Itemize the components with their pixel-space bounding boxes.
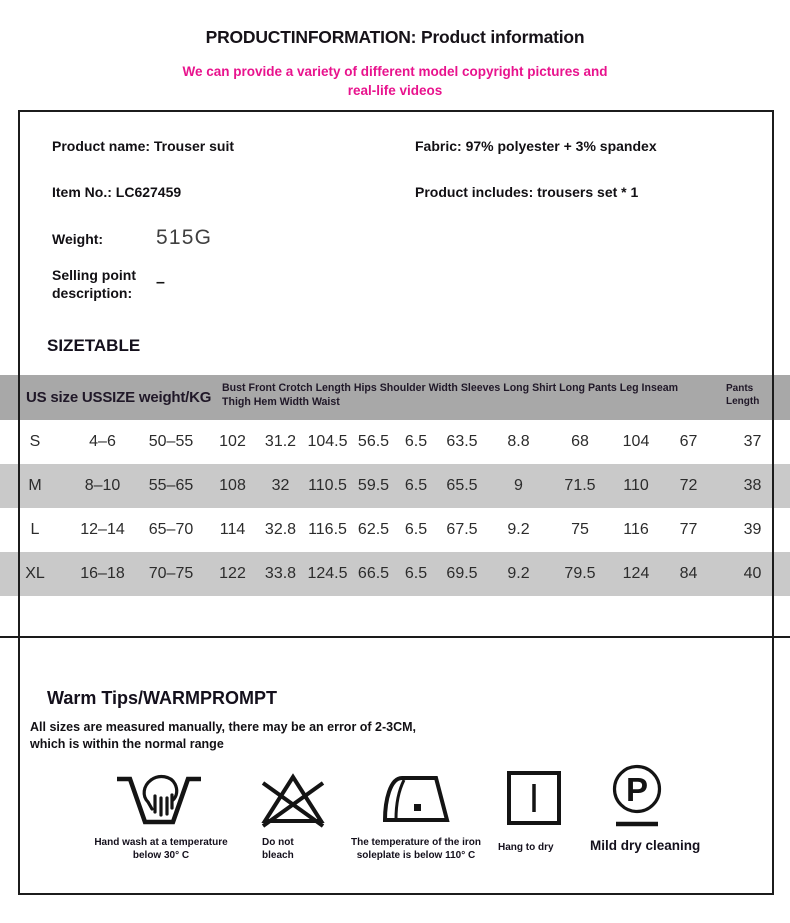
header-measurements-line: Bust Front Crotch Length Hips Shoulder Width Sleeves Long Shirt Long Pants Leg Inseam [222,382,679,394]
value-cell: 79.5 [564,565,596,582]
size-table-heading: SIZETABLE [47,336,141,355]
separator-line [0,636,790,638]
table-row [0,508,790,552]
care-label-iron: The temperature of the iron soleplate is below 110° C [350,837,481,861]
value-cell: 84 [679,565,698,582]
value-cell: 124 [622,565,650,582]
value-cell: 110.5 [308,477,347,494]
value-cell: 122 [219,565,246,582]
size-cell: M [28,477,42,494]
value-cell: 40 [743,565,762,582]
dry-clean-letter: P [625,771,649,808]
header-measurements-line: Thigh Hem Width Waist [222,395,340,408]
care-label-mild-dry-cleaning: Mild dry cleaning [590,838,701,853]
value-cell: 104 [622,433,650,450]
subtitle-line: real-life videos [347,83,443,98]
warm-tips-line: which is within the normal range [30,737,224,751]
value-cell: 6.5 [404,433,428,450]
header-pants-length: Pants Length [726,383,760,407]
value-cell: 116.5 [308,521,347,538]
value-cell: 75 [571,521,589,538]
value-cell: 70–75 [148,565,194,582]
value-cell: 9.2 [507,521,530,538]
size-table [0,375,790,596]
value-cell: 55–65 [148,477,194,494]
value-cell: 67.5 [446,521,478,538]
hand-wash-icon [114,768,204,830]
value-cell: 72 [679,477,698,494]
value-cell: 71.5 [564,477,596,494]
value-cell: 77 [679,521,698,538]
value-cell: 116 [623,521,649,538]
size-table-body [0,420,790,596]
value-cell: 66.5 [357,565,390,582]
weight-value: 515G [156,226,213,249]
product-includes: Product includes: trousers set * 1 [415,184,639,200]
do-not-bleach-icon [260,770,326,830]
size-cell: XL [25,565,45,582]
value-cell: 69.5 [446,565,478,582]
product-name: Product name: Trouser suit [52,138,235,154]
care-label-hand-wash: Hand wash at a temperature below 30° C [94,837,228,861]
value-cell: 32.8 [264,521,297,538]
value-cell: 56.5 [357,433,390,450]
item-number: Item No.: LC627459 [52,184,182,200]
value-cell: 114 [219,521,246,538]
value-cell: 39 [743,521,762,538]
page-title: PRODUCTINFORMATION: Product information [205,27,585,47]
value-cell: 108 [219,477,246,494]
size-table-header [0,375,790,420]
value-cell: 37 [743,433,762,450]
selling-point-label: Selling point description: [52,267,136,301]
value-cell: 8.8 [507,433,530,450]
size-cell: S [29,433,41,450]
value-cell: 16–18 [80,565,125,582]
value-cell: 63.5 [446,433,478,450]
iron-low-temperature-icon [381,770,451,828]
table-row [0,464,790,508]
value-cell: 68 [571,433,589,450]
care-label-do-not-bleach: Do not bleach [262,837,294,861]
selling-point-value: – [156,274,165,291]
warm-tips-body [30,719,416,753]
value-cell: 8–10 [84,477,121,494]
table-row [0,420,790,464]
hang-to-dry-icon [506,770,562,826]
subtitle-line: We can provide a variety of different model copyright pictures and [182,64,608,79]
mild-dry-cleaning-icon [607,762,667,834]
value-cell: 102 [219,433,246,450]
value-cell: 12–14 [80,521,125,538]
fabric: Fabric: 97% polyester + 3% spandex [415,138,657,154]
value-cell: 9.2 [507,565,530,582]
value-cell: 6.5 [404,521,428,538]
subtitle [0,62,790,100]
warm-tips-heading: Warm Tips/WARMPROMPT [47,688,278,708]
value-cell: 62.5 [357,521,390,538]
value-cell: 65–70 [148,521,194,538]
value-cell: 104.5 [307,433,348,450]
size-cell: L [30,521,40,538]
value-cell: 31.2 [264,433,297,450]
header-measurements [222,382,724,409]
warm-tips-line: All sizes are measured manually, there may be an error of 2-3CM, [30,720,417,734]
value-cell: 4–6 [89,433,116,450]
value-cell: 65.5 [446,477,478,494]
value-cell: 124.5 [307,565,348,582]
weight-label: Weight: [52,231,104,247]
value-cell: 50–55 [148,433,194,450]
value-cell: 67 [679,433,698,450]
care-label-hang-to-dry: Hang to dry [498,842,554,853]
value-cell: 38 [743,477,762,494]
value-cell: 33.8 [264,565,297,582]
value-cell: 6.5 [404,477,428,494]
value-cell: 6.5 [404,565,428,582]
value-cell: 32 [271,477,290,494]
value-cell: 110 [623,477,649,494]
value-cell: 59.5 [357,477,390,494]
table-row [0,552,790,596]
header-left: US size USSIZE weight/KG [26,389,212,406]
value-cell: 9 [514,477,523,494]
